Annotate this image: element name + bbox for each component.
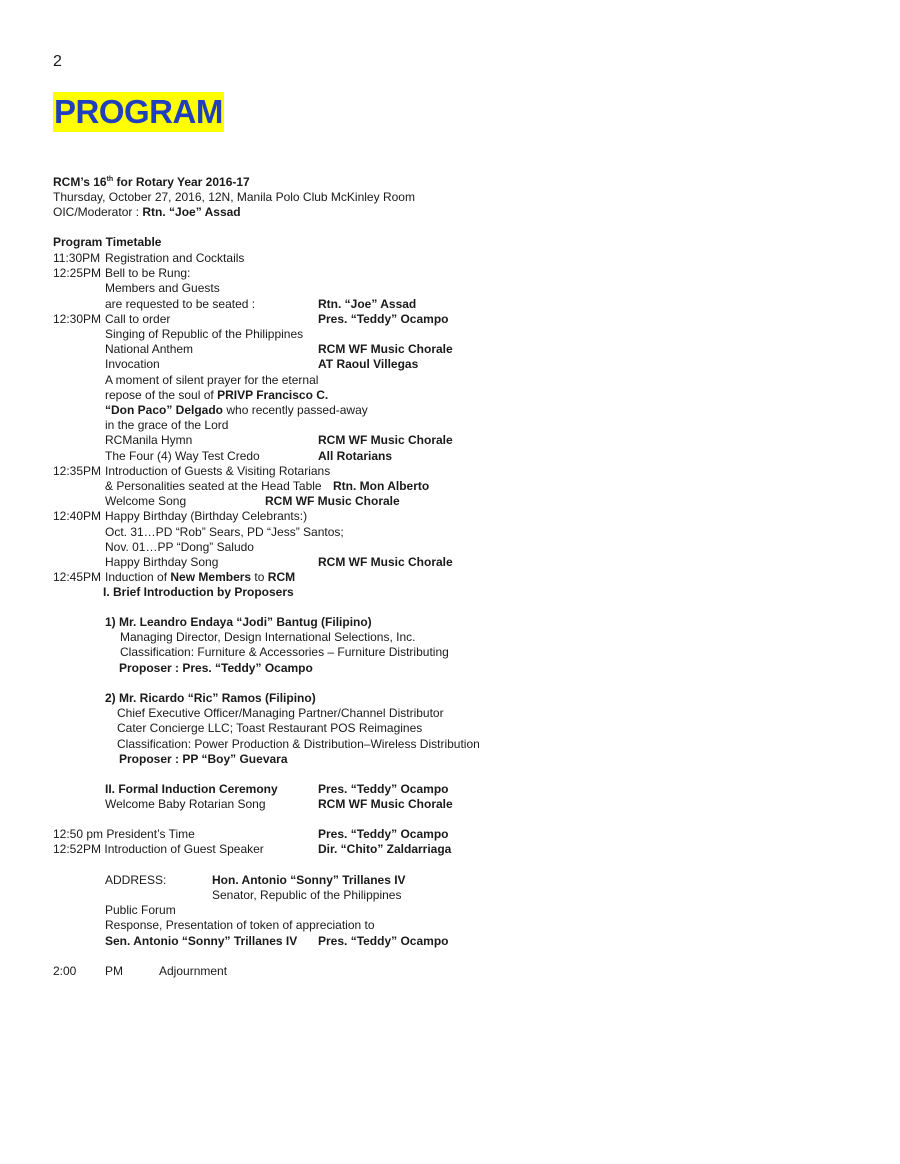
item-performer: RCM WF Music Chorale xyxy=(318,555,453,569)
timetable-item xyxy=(105,509,307,523)
item-bold-text: New Members xyxy=(170,570,252,585)
timetable-item xyxy=(105,266,190,280)
timetable-item xyxy=(105,342,193,356)
member-detail: Chief Executive Officer/Managing Partner/Channel Distributor xyxy=(117,706,444,721)
item-text: Invocation xyxy=(105,357,160,372)
timetable-item xyxy=(105,251,244,265)
timetable-time: 12:40PM xyxy=(53,509,102,524)
timetable-time: 12:25PM xyxy=(53,266,102,281)
timetable-item xyxy=(105,525,344,539)
item-text: RCManila Hymn xyxy=(105,433,193,448)
timetable-item xyxy=(105,281,220,295)
item-performer: All Rotarians xyxy=(318,448,393,463)
item-performer: RCM WF Music Chorale xyxy=(318,433,453,448)
timetable-item xyxy=(105,388,328,402)
item-text: A moment of silent prayer for the eternal xyxy=(105,372,319,387)
member-name: 2) Mr. Ricardo “Ric” Ramos (Filipino) xyxy=(105,691,316,705)
response-line: Response, Presentation of token of appreciation to xyxy=(105,918,375,932)
ceremony-item: Welcome Baby Rotarian Song xyxy=(105,797,266,812)
item-text: & Personalities seated at the Head Table xyxy=(105,479,322,493)
item-bold-text: RCM xyxy=(267,570,296,585)
timetable-item xyxy=(105,327,303,341)
item-bold-text: “Don Paco” Delgado xyxy=(105,403,224,417)
item-text: Bell to be Rung: xyxy=(105,266,191,281)
timetable-item xyxy=(105,494,186,508)
item-text: Oct. 31…PD “Rob” Sears, PD “Jess” Santos; xyxy=(105,524,344,539)
item-performer: AT Raoul Villegas xyxy=(318,357,419,372)
item-text: Happy Birthday (Birthday Celebrants:) xyxy=(105,509,308,524)
item-text: Call to order xyxy=(105,311,171,326)
event-title-suffix: for Rotary Year 2016-17 xyxy=(113,175,250,189)
closing-item: 12:50 pm President’s Time xyxy=(53,827,195,841)
timetable-item xyxy=(105,540,254,554)
member-name: 1) Mr. Leandro Endaya “Jodi” Bantug (Filipino) xyxy=(105,615,372,629)
member-detail: Cater Concierge LLC; Toast Restaurant POS Reimagines xyxy=(117,721,423,736)
member-proposer: Proposer : PP “Boy” Guevara xyxy=(119,751,288,766)
timetable-time: 12:30PM xyxy=(53,311,102,326)
moderator-line xyxy=(53,205,241,219)
item-text: Registration and Cocktails xyxy=(105,251,245,265)
token-presenter: Pres. “Teddy” Ocampo xyxy=(318,934,449,948)
item-text: are requested to be seated : xyxy=(105,296,256,311)
item-text: to xyxy=(251,570,268,585)
item-text: Members and Guests xyxy=(105,281,220,296)
address-speaker: Hon. Antonio “Sonny” Trillanes IV xyxy=(212,873,406,887)
item-text: Introduction of Guests & Visiting Rotarians xyxy=(105,463,331,478)
event-title-prefix: RCM’s 16 xyxy=(53,175,107,189)
public-forum: Public Forum xyxy=(105,903,176,917)
timetable-item xyxy=(105,464,330,478)
item-performer: RCM WF Music Chorale xyxy=(318,342,453,357)
timetable-item xyxy=(105,373,318,387)
timetable-item xyxy=(105,570,295,584)
moderator-label: OIC/Moderator : xyxy=(53,205,143,219)
timetable-time: 12:45PM xyxy=(53,570,102,585)
event-title-sup: th xyxy=(106,176,114,183)
adjournment-label: Adjournment xyxy=(159,964,228,978)
ceremony-performer: RCM WF Music Chorale xyxy=(318,797,453,812)
address-speaker-title: Senator, Republic of the Philippines xyxy=(212,888,402,902)
ceremony-performer: Pres. “Teddy” Ocampo xyxy=(318,782,449,796)
ceremony-item: II. Formal Induction Ceremony xyxy=(105,782,278,796)
item-text: National Anthem xyxy=(105,342,194,357)
adjournment-ampm: PM xyxy=(105,964,123,978)
item-bold-text: PRIVP Francisco C. xyxy=(217,387,329,402)
program-heading: PROGRAM xyxy=(54,93,223,130)
timetable-item xyxy=(105,449,260,463)
timetable-item xyxy=(105,312,170,326)
timetable-time: 11:30PM xyxy=(53,251,101,265)
member-detail: Managing Director, Design International Selections, Inc. xyxy=(120,630,416,645)
item-text: Happy Birthday Song xyxy=(105,555,219,569)
timetable-item xyxy=(105,418,228,432)
item-text: Nov. 01…PP “Dong” Saludo xyxy=(105,539,254,554)
closing-performer: Dir. “Chito” Zaldarriaga xyxy=(318,842,452,857)
member-detail: Classification: Power Production & Distribution–Wireless Distribution xyxy=(117,736,480,751)
member-detail: Classification: Furniture & Accessories – Furniture Distributing xyxy=(120,645,449,660)
item-performer: Rtn. Mon Alberto xyxy=(333,479,430,493)
event-title xyxy=(53,175,250,189)
item-text: repose of the soul of xyxy=(105,387,218,402)
item-text: Singing of Republic of the Philippines xyxy=(105,327,304,341)
timetable-item xyxy=(105,297,255,311)
timetable-item xyxy=(105,403,368,417)
page-number: 2 xyxy=(53,53,62,70)
item-text: who recently passed-away xyxy=(223,403,368,417)
section-heading: I. Brief Introduction by Proposers xyxy=(103,585,294,600)
item-text: in the grace of the Lord xyxy=(105,418,229,433)
adjournment-time: 2:00 xyxy=(53,964,77,978)
timetable-item xyxy=(105,357,160,371)
item-text: The Four (4) Way Test Credo xyxy=(105,448,260,463)
item-performer: Pres. “Teddy” Ocampo xyxy=(318,311,449,326)
moderator-name: Rtn. “Joe” Assad xyxy=(142,205,241,219)
timetable-item xyxy=(105,479,322,493)
token-recipient: Sen. Antonio “Sonny” Trillanes IV xyxy=(105,934,298,948)
timetable-time: 12:35PM xyxy=(53,463,102,478)
item-performer: Rtn. “Joe” Assad xyxy=(318,296,417,311)
timetable-item xyxy=(105,433,192,447)
item-text: Welcome Song xyxy=(105,494,187,509)
member-proposer: Proposer : Pres. “Teddy” Ocampo xyxy=(119,660,313,675)
item-text: Induction of xyxy=(105,570,171,585)
closing-item: 12:52PM Introduction of Guest Speaker xyxy=(53,842,264,857)
event-date-line: Thursday, October 27, 2016, 12N, Manila Polo Club McKinley Room xyxy=(53,190,415,204)
closing-performer: Pres. “Teddy” Ocampo xyxy=(318,827,449,841)
address-label: ADDRESS: xyxy=(105,873,167,887)
timetable-item xyxy=(105,555,218,569)
item-performer: RCM WF Music Chorale xyxy=(265,494,400,509)
timetable-heading: Program Timetable xyxy=(53,235,162,249)
